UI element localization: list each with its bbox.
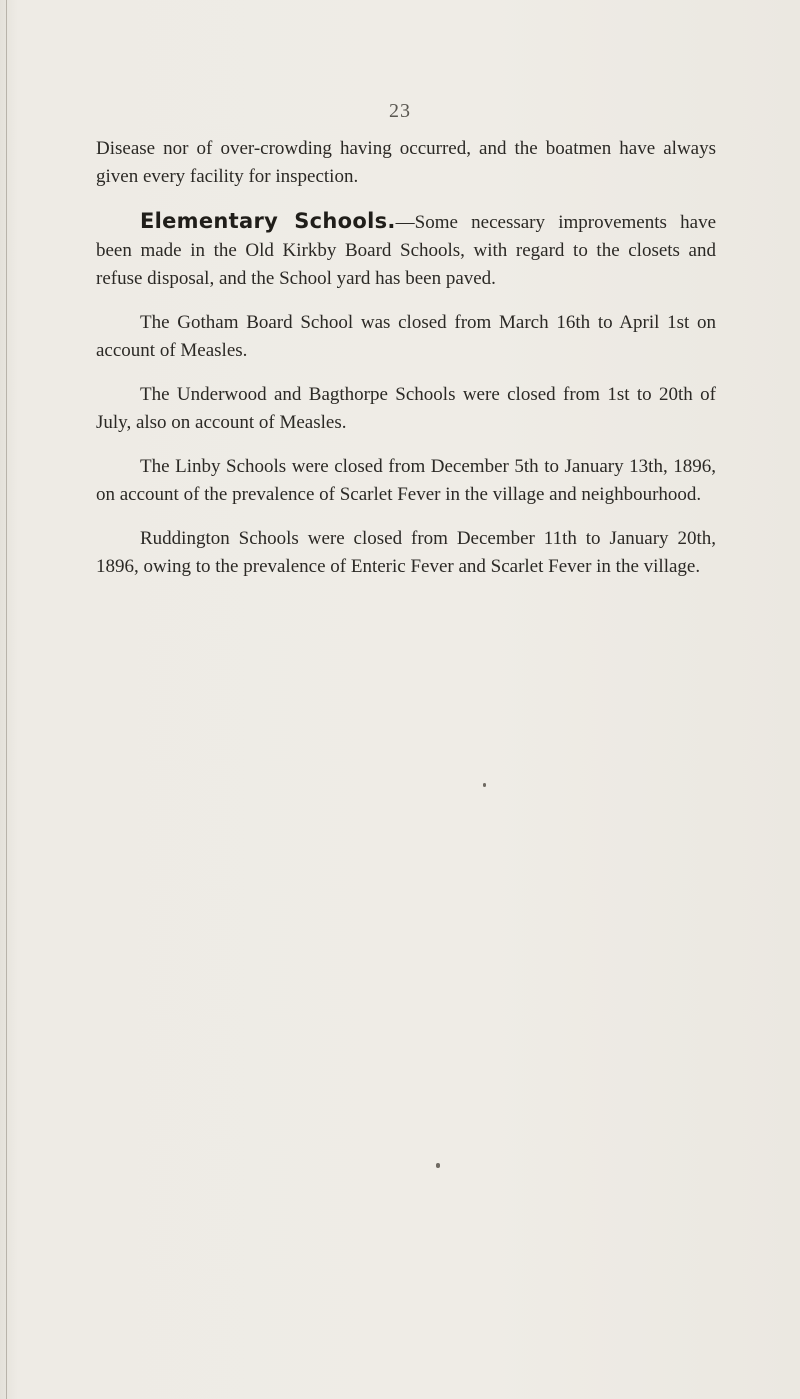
page-number: 23 (389, 100, 411, 122)
paragraph-inspection: Disease nor of over-crowding having occurred, and the boatmen have always given every facility for inspection. (96, 138, 716, 187)
paragraph-text: —Some necessary improvements have been made in the Old Kirkby Board Schools, with regard to the closets and refuse disposal, and the School yard has been paved. (96, 212, 716, 289)
paragraph-ruddington: Ruddington Schools were closed from December 11th to January 20th, 1896, owing to the prevalence of Enteric Fever and Scarlet Fever in the village. (96, 528, 716, 577)
paragraph-linby: The Linby Schools were closed from December 5th to January 13th, 1896, on account of the prevalence of Scarlet Fever in the village and neighbourhood. (96, 456, 716, 505)
section-heading: Elementary Schools. (140, 209, 396, 233)
paragraph-elementary-schools (96, 207, 716, 293)
body-text (96, 135, 716, 597)
paragraph-underwood-bagthorpe: The Underwood and Bagthorpe Schools were closed from 1st to 20th of July, also on account of Measles. (96, 384, 716, 433)
scan-speck (436, 1163, 440, 1168)
scan-speck (483, 783, 486, 787)
paragraph-gotham: The Gotham Board School was closed from March 16th to April 1st on account of Measles. (96, 312, 716, 361)
page-edge-line (6, 0, 7, 1399)
